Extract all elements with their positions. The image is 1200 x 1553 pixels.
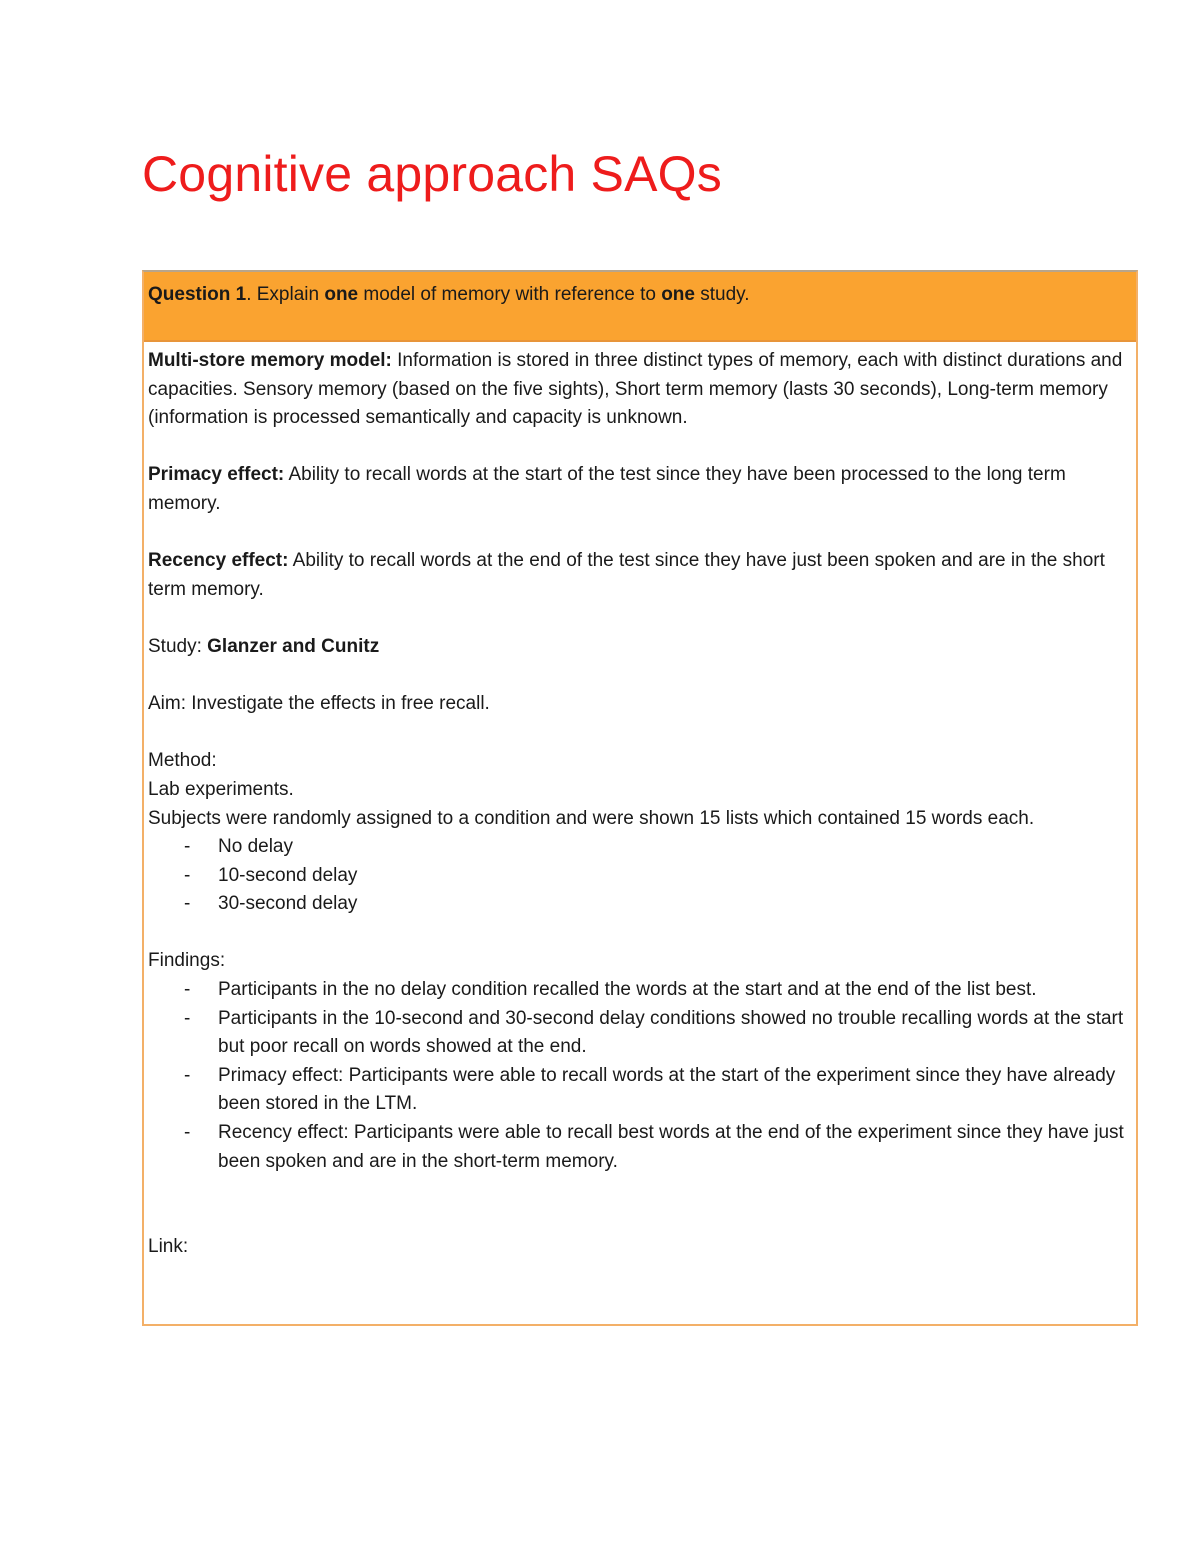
primacy-paragraph <box>148 461 1132 518</box>
method-line: Subjects were randomly assigned to a condition and were shown 15 lists which contained 15 words each. <box>148 807 1035 829</box>
recency-paragraph <box>148 547 1132 604</box>
model-term: Multi-store memory model: <box>148 350 392 371</box>
dash-bullet: - <box>184 893 191 915</box>
findings-list <box>148 976 1132 1176</box>
model-text: Information is stored in three distinct types of memory, each with distinct durations and capacities. Sensory memory (based on the five sights), Short term memory (lasts 30 seconds), Long-term memory (information is processed semantically and capacity is unknown. <box>148 350 1123 429</box>
finding-text: Recency effect: Participants were able to recall best words at the end of the experiment since they have just been spoken and are in the short-term memory. <box>218 1122 1124 1172</box>
model-paragraph <box>148 347 1132 433</box>
question-label: Question 1 <box>148 284 247 305</box>
list-item <box>148 1119 1132 1176</box>
recency-text: Ability to recall words at the end of the test since they have just been spoken and are in the short term memory. <box>148 550 1105 600</box>
list-item <box>148 862 1132 891</box>
dash-bullet: - <box>184 864 191 886</box>
condition-list <box>148 833 1132 919</box>
question-emphasis: one <box>661 284 695 305</box>
dash-bullet: - <box>184 1007 191 1029</box>
method-heading: Method: <box>148 750 217 772</box>
finding-text: Participants in the no delay condition recalled the words at the start and at the end of the list best. <box>218 979 1037 1001</box>
question-text-part: model of memory with reference to <box>358 284 662 305</box>
question-text-part: study. <box>694 284 750 305</box>
study-line <box>148 633 1132 662</box>
link-label: Link: <box>148 1236 189 1258</box>
aim-line: Aim: Investigate the effects in free recall. <box>148 693 490 715</box>
question-answer-table <box>142 270 1138 1326</box>
findings-heading: Findings: <box>148 950 226 972</box>
page-title: Cognitive approach SAQs <box>142 146 722 202</box>
recency-term: Recency effect: <box>148 550 289 572</box>
finding-text: Primacy effect: Participants were able to recall words at the start of the experiment since they have already been stored in the LTM. <box>218 1064 1116 1115</box>
question-header <box>144 272 1136 342</box>
list-item <box>148 833 1132 862</box>
study-label: Study: <box>148 635 208 657</box>
method-line: Lab experiments. <box>148 778 294 800</box>
dash-bullet: - <box>184 1064 191 1086</box>
study-name: Glanzer and Cunitz <box>207 635 380 657</box>
dash-bullet: - <box>184 836 191 858</box>
list-item <box>148 976 1132 1005</box>
list-item <box>148 1062 1132 1119</box>
list-item <box>148 890 1132 919</box>
answer-body <box>144 342 1136 1324</box>
dash-bullet: - <box>184 1122 191 1144</box>
dash-bullet: - <box>184 979 191 1001</box>
primacy-text: Ability to recall words at the start of the test since they have been processed to the long term memory. <box>148 464 1066 514</box>
primacy-term: Primacy effect: <box>148 464 285 486</box>
finding-text: Participants in the 10-second and 30-second delay conditions showed no trouble recalling words at the start but poor recall on words showed at the end. <box>218 1007 1124 1058</box>
list-item <box>148 1005 1132 1062</box>
question-emphasis: one <box>324 284 359 305</box>
condition-text: 30-second delay <box>218 893 358 915</box>
condition-text: No delay <box>218 836 293 858</box>
question-text-part: . Explain <box>246 284 325 305</box>
condition-text: 10-second delay <box>218 864 358 886</box>
